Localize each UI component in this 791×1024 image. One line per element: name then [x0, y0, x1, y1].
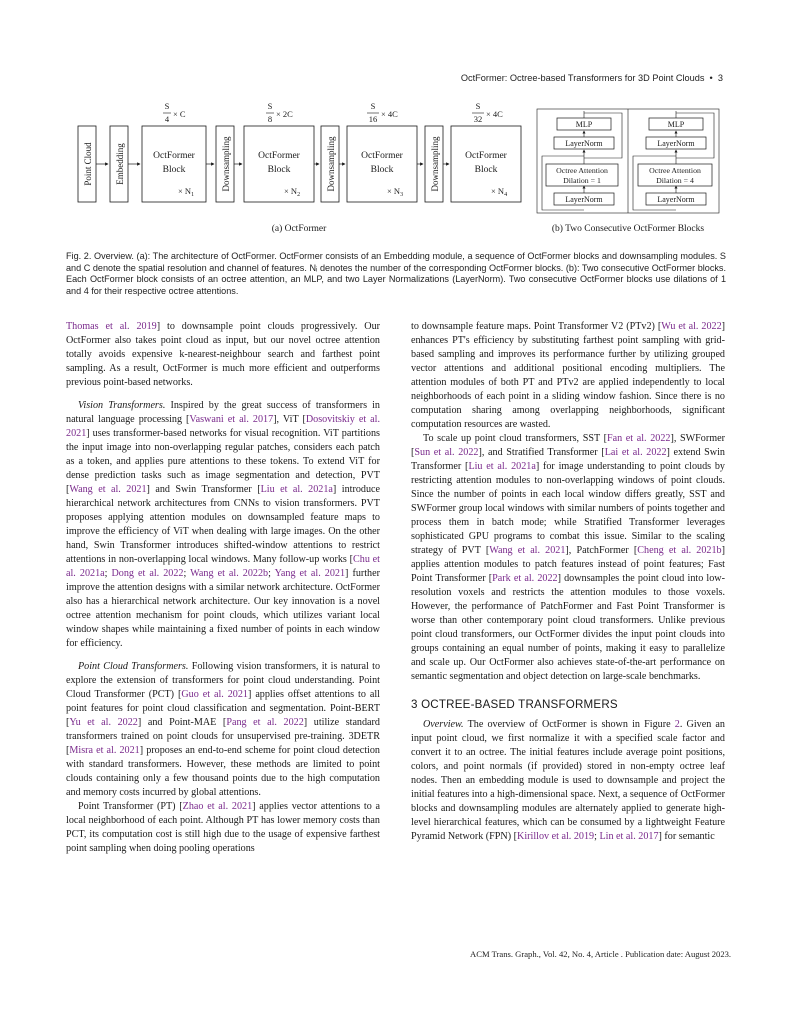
svg-text:Downsampling: Downsampling — [221, 136, 231, 192]
citation-link[interactable]: Wang et al. 2022b — [190, 568, 269, 579]
left-column — [66, 320, 380, 856]
paragraph-heading: Vision Transformers. — [78, 400, 166, 411]
citation-link[interactable]: Cheng et al. 2021b — [637, 545, 722, 556]
citation-link[interactable]: Guo et al. 2021 — [181, 689, 248, 700]
citation-link[interactable]: Thomas et al. 2019 — [66, 321, 157, 332]
svg-text:Block: Block — [370, 165, 394, 175]
octformer-block-2 — [244, 126, 314, 202]
citation-link[interactable]: Sun et al. 2022 — [414, 447, 479, 458]
svg-text:32: 32 — [473, 114, 483, 124]
block-1 — [542, 111, 622, 210]
citation-link[interactable]: Pang et al. 2022 — [226, 717, 304, 728]
citation-link[interactable]: Kirillov et al. 2019 — [517, 831, 595, 842]
subcaption-a: (a) OctFormer — [271, 224, 327, 234]
svg-text:16: 16 — [368, 114, 378, 124]
paragraph-overview: Overview. The overview of OctFormer is shown in Figure 2. Given an input point cloud, we first normalize it with a specified scale factor and convert it to an octree. The initial features include average point positions, colors, and point normals (if provided) stored in non-empty octree leaf nodes. Then an embedding module is used to downsample and project the initial features into a high-dimensional space. Next, a sequence of OctFormer blocks and downsampling modules are alternately applied to generate high-level hierarchical features, which can be consumed by a lightweight Feature Pyramid Network (FPN) [Kirillov et al. 2019; Lin et al. 2017] for semantic — [411, 719, 725, 842]
citation-link[interactable]: Dosovitskiy et al. 2021 — [66, 414, 380, 439]
scale-label-4 — [472, 101, 503, 124]
svg-text:Block: Block — [267, 165, 291, 175]
octformer-block-1 — [142, 126, 206, 202]
svg-text:LayerNorm: LayerNorm — [657, 195, 695, 204]
citation-link[interactable]: Yu et al. 2022 — [69, 717, 138, 728]
paragraph-point-transformer: Point Transformer (PT) [Zhao et al. 2021] applies vector attentions to a local neighborhood of each point. Although PT has lower memory costs than PCT, its computation cost is still high due to the usage of expensive farthest point sampling when doing pooling operations — [66, 801, 381, 854]
svg-text:Dilation = 4: Dilation = 4 — [656, 176, 694, 185]
citation-link[interactable]: Liu et al. 2021a — [468, 461, 536, 472]
page-number: 3 — [717, 73, 723, 83]
svg-text:Octree Attention: Octree Attention — [649, 166, 701, 175]
citation-link[interactable]: Yang et al. 2021 — [274, 568, 346, 579]
paragraph-related-points: Thomas et al. 2019] to downsample point clouds progressively. Our OctFormer also takes point cloud as input, but our novel octree attention totally avoids expensive k-nearest-neighbour search and farthest point sampling. As a result, OctFormer is much more efficient and outperforms previous point-based networks. — [66, 321, 381, 388]
citation-link[interactable]: Liu et al. 2021a — [260, 484, 333, 495]
citation-link[interactable]: Vaswani et al. 2017 — [189, 414, 274, 425]
svg-text:MLP: MLP — [575, 120, 593, 129]
svg-text:Embedding: Embedding — [115, 143, 125, 185]
svg-text:× C: × C — [173, 109, 186, 119]
citation-link[interactable]: Zhao et al. 2021 — [182, 801, 253, 812]
svg-text:8: 8 — [267, 114, 273, 124]
svg-text:Downsampling: Downsampling — [326, 136, 336, 192]
embedding-box — [110, 126, 128, 202]
svg-text:Block: Block — [474, 165, 498, 175]
svg-text:× 2C: × 2C — [276, 109, 293, 119]
svg-text:× N3: × $N_3$ — [387, 186, 404, 198]
svg-text:× N1: × $N_1$ — [178, 186, 195, 198]
citation-link[interactable]: Lai et al. 2022 — [604, 447, 667, 458]
svg-text:Point Cloud: Point Cloud — [83, 142, 93, 186]
svg-text:OctFormer: OctFormer — [153, 151, 195, 161]
svg-text:LayerNorm: LayerNorm — [657, 139, 695, 148]
octformer-block-4 — [451, 126, 521, 202]
paragraph-point-cloud-transformers: Point Cloud Transformers. Following vision transformers, it is natural to explore the extension of transformers for point cloud understanding. Point Cloud Transformer (PCT) [Guo et al. 2021] applies offset attentions to all point features for point cloud classification and segmentation. Point-BERT [Yu et al. 2022] and Point-MAE [Pang et al. 2022] utilize standard transformers trained on point clouds for unsupervised pre-training. 3DETR [Misra et al. 2021] proposes an end-to-end scheme for point cloud detection with standard transformers. However, these methods are limited to point clouds containing only a few thousand points due to the high computation and memory costs incurred by global attentions. — [66, 661, 381, 798]
citation-link[interactable]: Fan et al. 2022 — [606, 433, 671, 444]
citation-link[interactable]: Misra et al. 2021 — [69, 745, 140, 756]
point-cloud-box — [78, 126, 96, 202]
svg-text:Dilation = 1: Dilation = 1 — [563, 176, 601, 185]
citation-link[interactable]: Dong et al. 2022 — [111, 568, 184, 579]
svg-text:S: S — [164, 101, 170, 111]
caption-text: Overview. (a): The architecture of OctFormer. OctFormer consists of an Embedding module, a sequence of OctFormer blocks and downsampling modules. S and C denote the spatial resolution and channel of features. Nᵢ denotes the number of the corresponding OctFormer blocks. (b): Two consecutive OctFormer blocks. Each OctFormer block consists of an octree attention, an MLP, and two Layer Normalizations (LayerNorm). Two consecutive OctFormer blocks use dilations of 1 and 4 for their respective octree attentions. — [66, 251, 726, 296]
svg-text:S: S — [475, 101, 481, 111]
svg-text:S: S — [267, 101, 273, 111]
svg-text:LayerNorm: LayerNorm — [565, 195, 603, 204]
svg-text:× 4C: × 4C — [381, 109, 398, 119]
scale-label-3 — [367, 101, 398, 124]
svg-text:× N2: × $N_2$ — [284, 186, 301, 198]
running-title: OctFormer: Octree-based Transformers for 3D Point Clouds — [460, 73, 705, 83]
figure-reference-link[interactable]: 2 — [674, 719, 680, 730]
right-column — [411, 320, 725, 844]
downsampling-box-2 — [321, 126, 339, 202]
paragraph-ptv2: to downsample feature maps. Point Transformer V2 (PTv2) [Wu et al. 2022] enhances PT's efficiency by substituting farthest point sampling with grid-based sampling and improves its performance further by utilizing grouped vector attentions and additional positional encoding multipliers. The attention modules of both PT and PTv2 are applied independently to local neighborhoods of each point in a sliding window fashion. Since there is no computation sharing among overlapping neighborhoods, significant computation resources are wasted. — [411, 321, 726, 430]
citation-link[interactable]: Wang et al. 2021 — [69, 484, 147, 495]
citation-link[interactable]: Chu et al. 2021a — [66, 554, 380, 579]
svg-text:× N4: × $N_4$ — [491, 186, 508, 198]
svg-text:× 4C: × 4C — [486, 109, 503, 119]
running-header — [461, 73, 723, 83]
figure-caption — [66, 251, 726, 297]
citation-link[interactable]: Wu et al. 2022 — [661, 321, 722, 332]
section-heading: 3 OCTREE-BASED TRANSFORMERS — [411, 698, 618, 711]
scale-label-2 — [266, 101, 293, 124]
page-footer: ACM Trans. Graph., Vol. 42, No. 4, Article . Publication date: August 2023. — [470, 949, 732, 959]
svg-text:Block: Block — [162, 165, 186, 175]
svg-text:Octree Attention: Octree Attention — [556, 166, 608, 175]
block-2 — [633, 111, 714, 210]
svg-text:LayerNorm: LayerNorm — [565, 139, 603, 148]
header-separator: • — [709, 73, 713, 83]
caption-label: Fig. 2. — [66, 251, 92, 261]
svg-text:MLP: MLP — [667, 120, 685, 129]
svg-text:S: S — [370, 101, 376, 111]
svg-text:OctFormer: OctFormer — [361, 151, 403, 161]
subcaption-b: (b) Two Consecutive OctFormer Blocks — [551, 224, 705, 234]
svg-text:OctFormer: OctFormer — [465, 151, 507, 161]
svg-text:Downsampling: Downsampling — [430, 136, 440, 192]
paragraph-vision-transformers: Vision Transformers. Inspired by the great success of transformers in natural language processing [Vaswani et al. 2017], ViT [Dosovitskiy et al. 2021] uses transformer-based networks for visual recognition. ViT partitions the input image into non-overlapping regular patches, considers each patch as a token, and applies pure attentions to these tokens. To extend ViT for dense prediction tasks such as image segmentation and detection, PVT [Wang et al. 2021] and Swin Transformer [Liu et al. 2021a] introduce hierarchical network architectures from CNNs to vision transformers. PVT proposes applying attention modules on downsampled feature maps to improve the efficiency of ViT when dealing with large images. On the other hand, Swin Transformer introduces shifted-window attentions to restrict attentions in non-overlapping local windows. Many follow-up works [Chu et al. 2021a; Dong et al. 2022; Wang et al. 2022b; Yang et al. 2021] further improve the attention designs with a similar network architecture. OctFormer also has a hierarchical network architecture. Our key innovation is a novel octree attention mechanism for point clouds, which utilizes variant local window shapes while maintaining a fixed number of points in each window for efficiency. — [66, 400, 380, 649]
svg-text:4: 4 — [164, 114, 170, 124]
citation-link[interactable]: Park et al. 2022 — [492, 573, 558, 584]
svg-text:OctFormer: OctFormer — [258, 151, 300, 161]
citation-link[interactable]: Wang et al. 2021 — [489, 545, 566, 556]
downsampling-box-3 — [425, 126, 443, 202]
block-diagram-b — [537, 109, 719, 213]
paragraph-heading: Overview. — [423, 719, 464, 730]
paragraph-heading: Point Cloud Transformers. — [78, 661, 189, 672]
paragraph-scaling: To scale up point cloud transformers, SST [Fan et al. 2022], SWFormer [Sun et al. 2022], and Stratified Transformer [Lai et al. 2022] extend Swin Transformer [Liu et al. 2021a] for image understanding to point clouds by restricting attention modules to non-overlapping windows of point clouds. Since the number of points in each local window differs greatly, SST and SWFormer group local windows with similar numbers of points together and process them in batch mode; while Stratified Transformer leverages sophisticated GPU programs to combat this issue. Similar to the scaling strategy of PVT [Wang et al. 2021], PatchFormer [Cheng et al. 2021b] applies attention modules to patch features instead of point features; Fast Point Transformer [Park et al. 2022] downsamples the point cloud into low-resolution voxels and restricts the attention modules to those voxels. However, the performance of PatchFormer and Fast Point Transformer is worse than other contemporary point cloud transformers. Unlike previous point cloud transformers, our OctFormer divides the input point clouds into groups containing an equal number of points, making it easy to parallelize and scale up. Our OctFormer also achieves state-of-the-art performance on semantic segmentation and object detection on large-scale benchmarks. — [411, 433, 725, 682]
figure-2 — [66, 92, 726, 242]
octformer-block-3 — [347, 126, 417, 202]
downsampling-box-1 — [216, 126, 234, 202]
citation-link[interactable]: Lin et al. 2017 — [599, 831, 659, 842]
scale-label-1 — [163, 101, 186, 124]
